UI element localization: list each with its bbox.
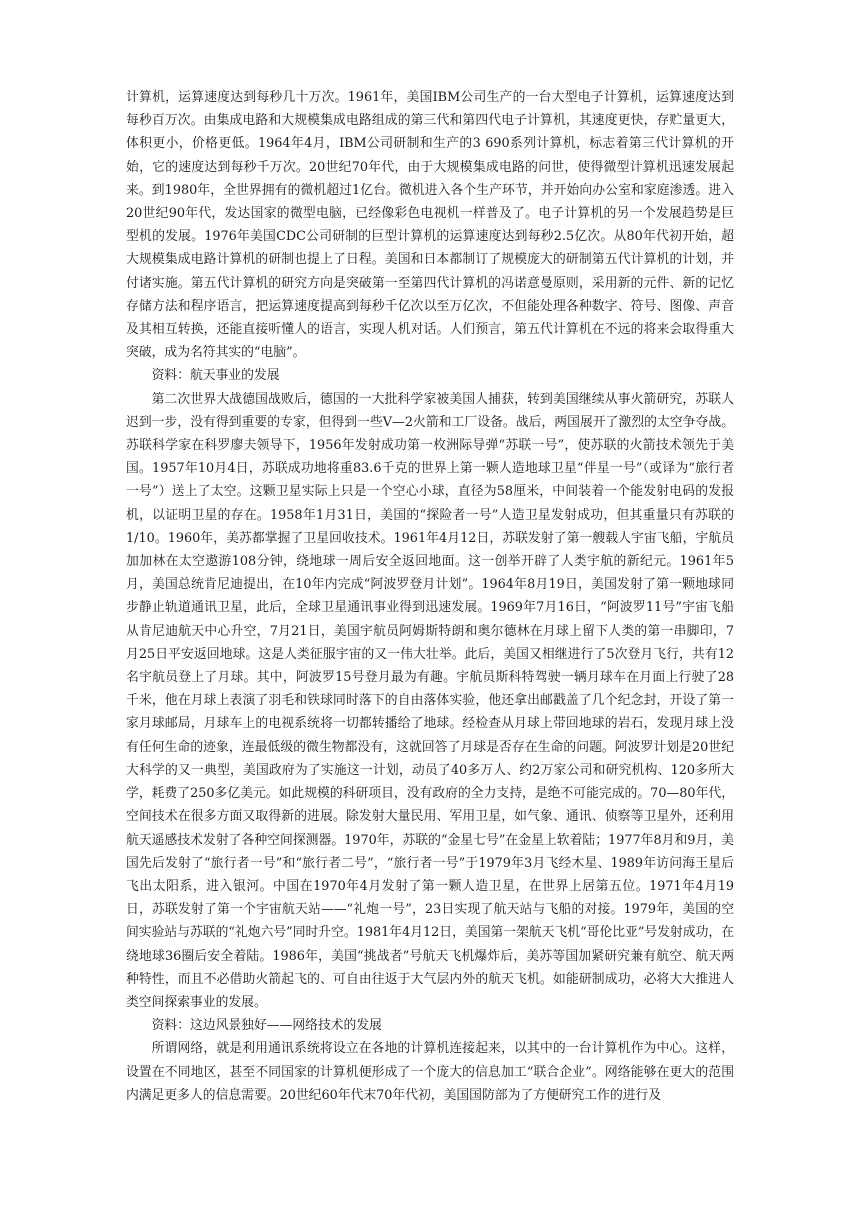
section-heading-aerospace: 资料：航天事业的发展 xyxy=(151,368,280,384)
document-body xyxy=(126,86,734,1107)
paragraph-network: 所谓网络，就是利用通讯系统将设立在各地的计算机连接起来，以其中的一台计算机作为中心。这样，设置在不同地区，甚至不同国家的计算机便形成了一个庞大的信息加工“联合企业”。网络能够在更大的范围内满足更多人的信息需要。20世纪60年代末70年代初，美国国防部为了方便研究工作的进行及 xyxy=(126,1041,734,1103)
paragraph-computers-continued: 计算机，运算速度达到每秒几十万次。1961年，美国IBM公司生产的一台大型电子计算机，运算速度达到每秒百万次。由集成电路和大规模集成电路组成的第三代和第四代电子计算机，其速度更快，存贮量更大，体积更小，价格更低。1964年4月，IBM公司研制和生产的3 690系列计算机，标志着第三代计算机的开始，它的速度达到每秒千万次。20世纪70年代，由于大规模集成电路的问世，使得微型计算机迅速发展起来。到1980年，全世界拥有的微机超过1亿台。微机进入各个生产环节，并开始向办公室和家庭渗透。进入20世纪90年代，发达国家的微型电脑，已经像彩色电视机一样普及了。电子计算机的另一个发展趋势是巨型机的发展。1976年美国CDC公司研制的巨型计算机的运算速度达到每秒2.5亿次。从80年代初开始，超大规模集成电路计算机的研制也提上了日程。美国和日本都制订了规模庞大的研制第五代计算机的计划，并付诸实施。第五代计算机的研究方向是突破第一至第四代计算机的冯诺意曼原则，采用新的元件、新的记忆存储方法和程序语言，把运算速度提高到每秒千亿次以至万亿次，不但能处理各种数字、符号、图像、声音及其相互转换，还能直接听懂人的语言，实现人机对话。人们预言，第五代计算机在不远的将来会取得重大突破，成为名符其实的“电脑”。 xyxy=(126,90,734,361)
paragraph-aerospace: 第二次世界大战德国战败后，德国的一大批科学家被美国人捕获，转到美国继续从事火箭研究，苏联人迟到一步，没有得到重要的专家，但得到一些V—2火箭和工厂设备。战后，两国展开了激烈的太空争夺战。苏联科学家在科罗廖夫领导下，1956年发射成功第一枚洲际导弹“苏联一号”，使苏联的火箭技术领先于美国。1957年10月4日，苏联成功地将重83.6千克的世界上第一颗人造地球卫星“伴星一号”（或译为“旅行者一号”）送上了太空。这颗卫星实际上只是一个空心小球，直径为58厘米，中间装着一个能发射电码的发报机，以证明卫星的存在。1958年1月31日，美国的“探险者一号”人造卫星发射成功，但其重量只有苏联的1/10。1960年，美苏都掌握了卫星回收技术。1961年4月12日，苏联发射了第一艘载人宇宙飞船，宇航员加加林在太空遨游108分钟，绕地球一周后安全返回地面。这一创举开辟了人类宇航的新纪元。1961年5月，美国总统肯尼迪提出，在10年内完成“阿波罗登月计划”。1964年8月19日，美国发射了第一颗地球同步静止轨道通讯卫星，此后，全球卫星通讯事业得到迅速发展。1969年7月16日，“阿波罗11号”宇宙飞船从肯尼迪航天中心升空，7月21日，美国宇航员阿姆斯特朗和奥尔德林在月球上留下人类的第一串脚印，7月25日平安返回地球。这是人类征服宇宙的又一伟大壮举。此后，美国又相继进行了5次登月飞行，共有12名宇航员登上了月球。其中，阿波罗15号登月最为有趣。宇航员斯科特驾驶一辆月球车在月面上行驶了28千米，他在月球上表演了羽毛和铁球同时落下的自由落体实验，他还拿出邮戳盖了几个纪念封，开设了第一家月球邮局，月球车上的电视系统将一切都转播给了地球。经检查从月球上带回地球的岩石，发现月球上没有任何生命的迹象，连最低级的微生物都没有，这就回答了月球是否存在生命的问题。阿波罗计划是20世纪大科学的又一典型，美国政府为了实施这一计划，动员了40多万人、约2万家公司和研究机构、120多所大学，耗费了250多亿美元。如此规模的科研项目，没有政府的全力支持，是绝不可能完成的。70—80年代，空间技术在很多方面又取得新的进展。除发射大量民用、军用卫星，如气象、通讯、侦察等卫星外，还利用航天遥感技术发射了各种空间探测器。1970年，苏联的“金星七号”在金星上软着陆；1977年8月和9月，美国先后发射了“旅行者一号”和“旅行者二号”，“旅行者一号”于1979年3月飞经木星、1989年访问海王星后飞出太阳系，进入银河。中国在1970年4月发射了第一颗人造卫星，在世界上居第五位。1971年4月19日，苏联发射了第一个宇宙航天站——“礼炮一号”，23日实现了航天站与飞船的对接。1979年，美国的空间实验站与苏联的“礼炮六号”同时升空。1981年4月12日，美国第一架航天飞机“哥伦比亚”号发射成功，在绕地球36圈后安全着陆。1986年，美国“挑战者”号航天飞机爆炸后，美苏等国加紧研究兼有航空、航天两种特性，而且不必借助火箭起飞的、可自由往返于大气层内外的航天飞机。如能研制成功，必将大大推进人类空间探索事业的发展。 xyxy=(126,391,734,1010)
section-heading-network: 资料：这边风景独好——网络技术的发展 xyxy=(151,1018,382,1034)
